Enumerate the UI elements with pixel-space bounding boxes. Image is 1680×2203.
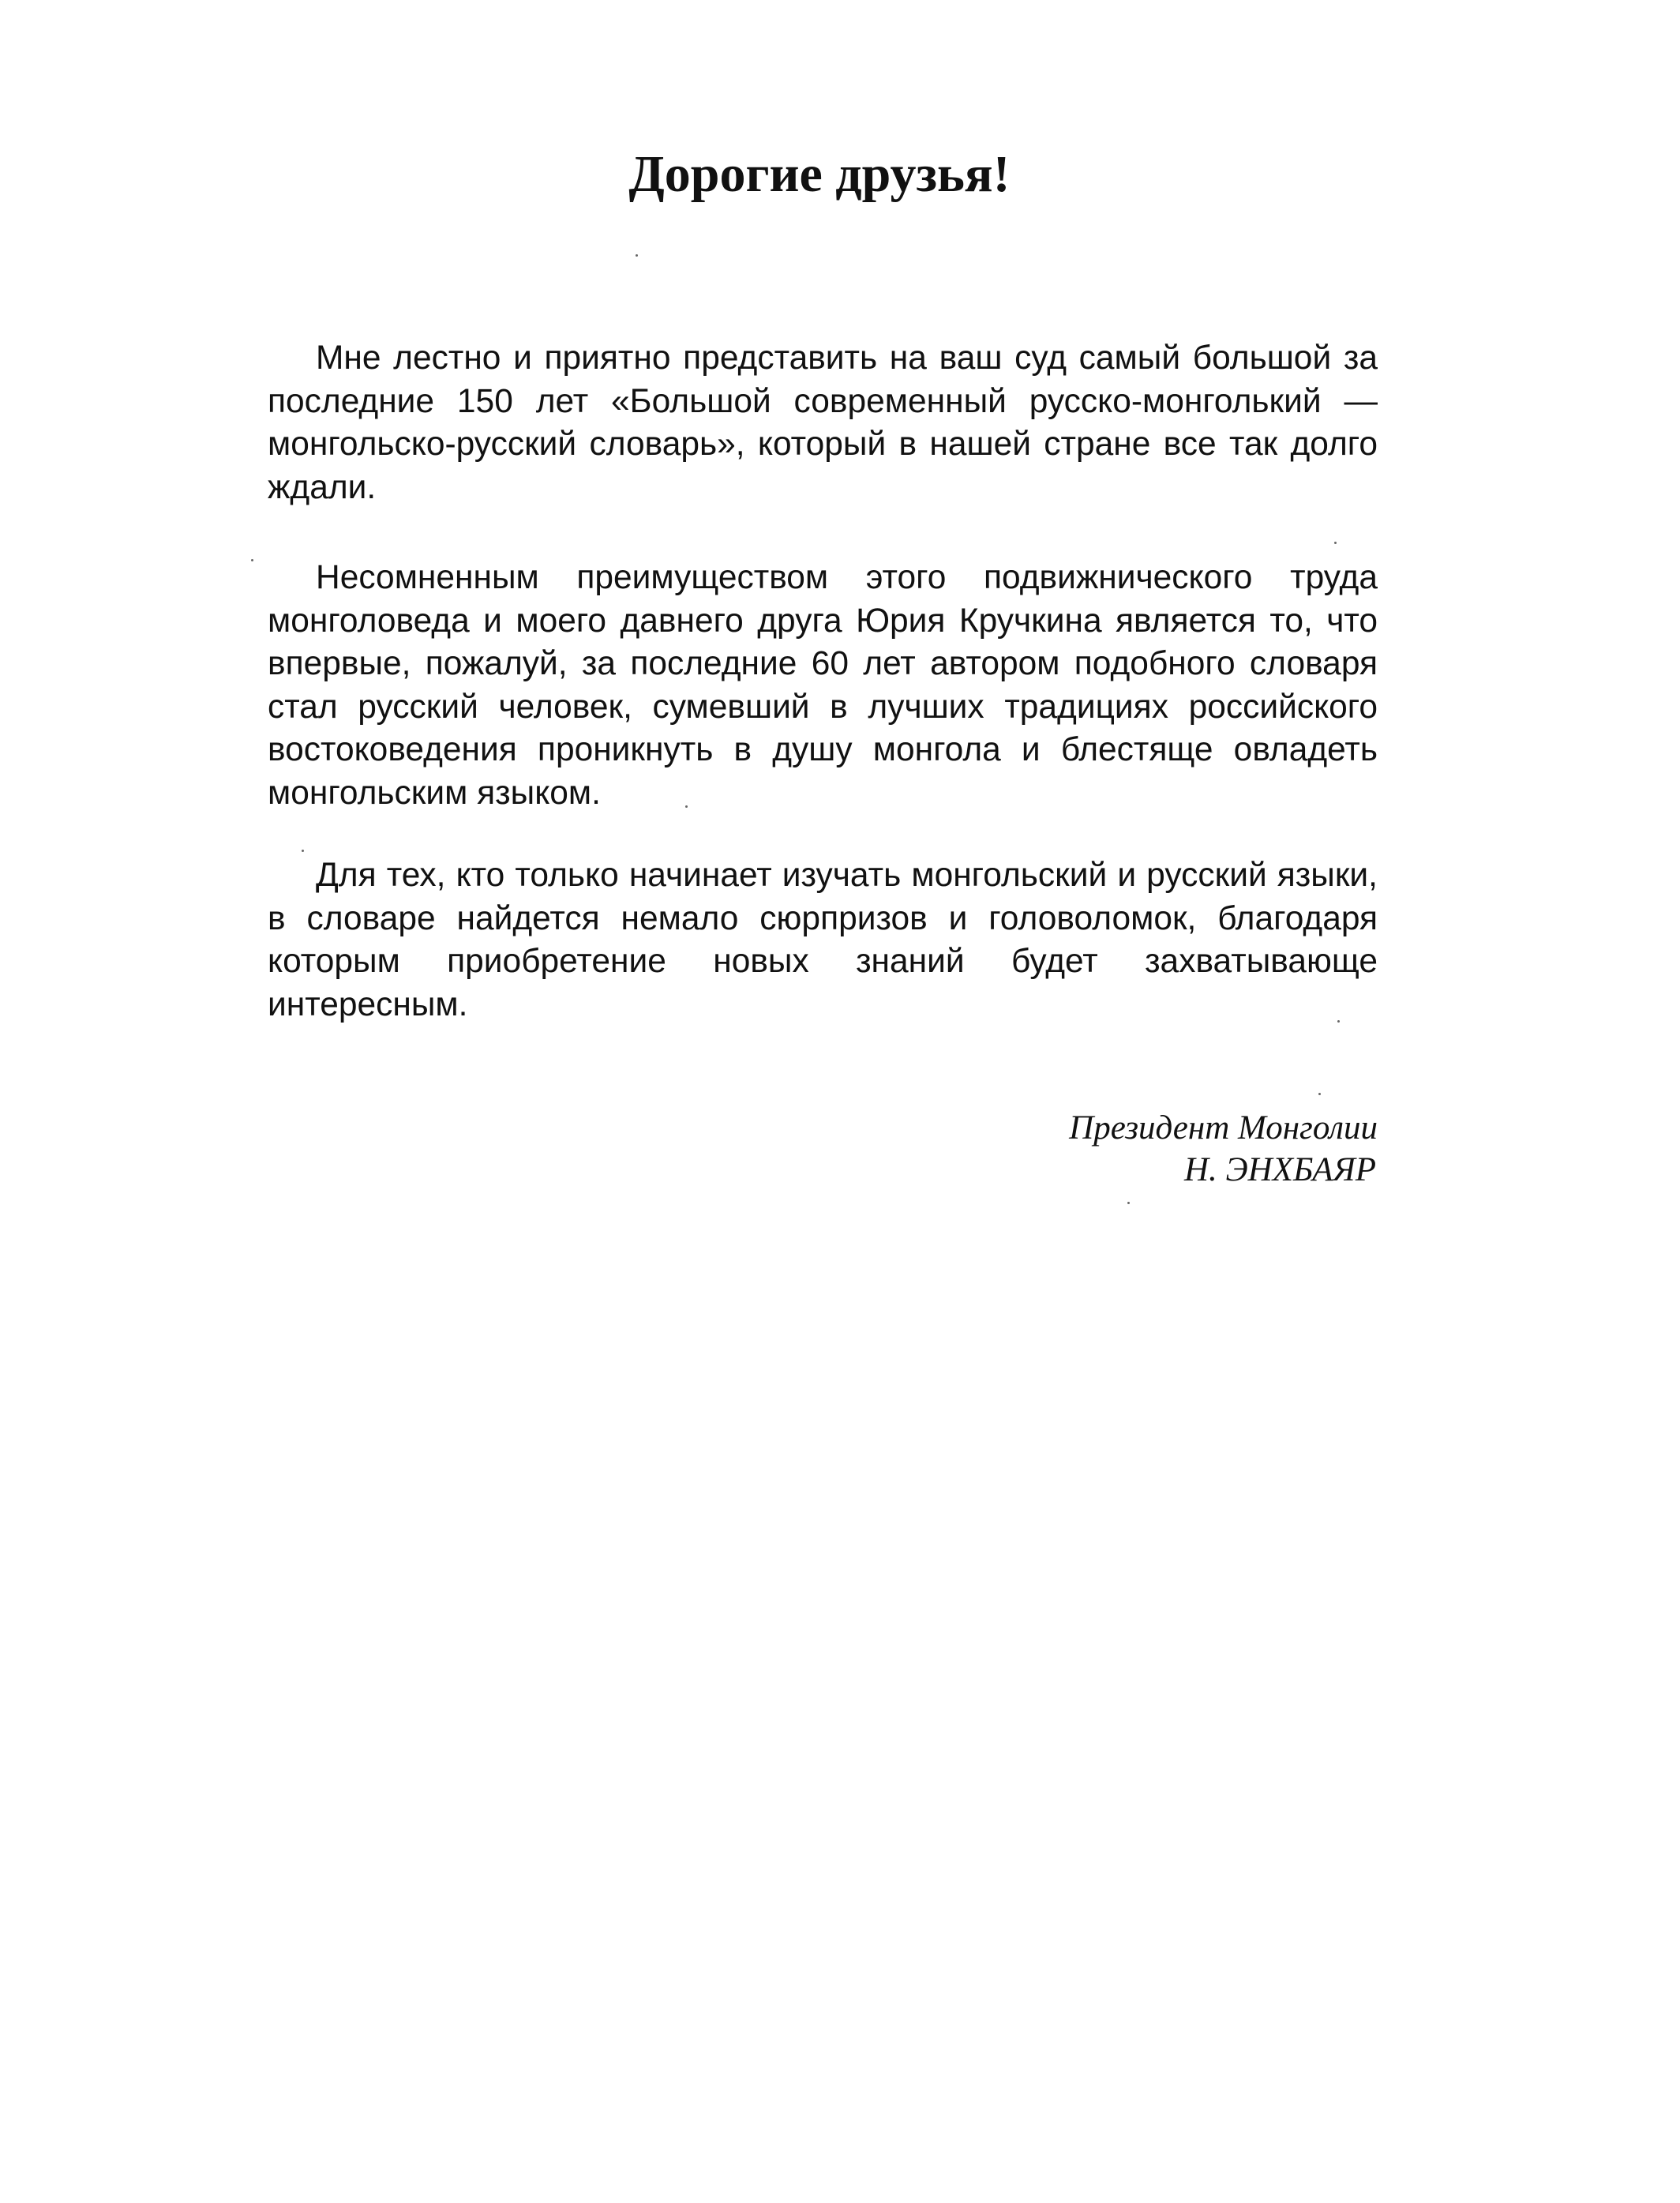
paragraph-1: Мне лестно и приятно представить на ваш суд самый большой за последние 150 лет «Большой современный русско-монголький — монгольско-русский словарь», который в нашей стране все так долго ждали.: [268, 340, 1378, 506]
letter-title: Дорогие друзья!: [628, 145, 1011, 203]
scan-speck: [251, 559, 253, 561]
scan-speck: [1127, 1202, 1130, 1204]
signature-name: Н. ЭНХБАЯР: [1183, 1151, 1376, 1188]
scan-speck: [302, 850, 304, 852]
paragraph-3: Для тех, кто только начинает изучать монгольский и русский языки, в словаре найдется немало сюрпризов и головоломок, благодаря которым приобретение новых знаний будет захватывающе интересным.: [268, 857, 1378, 1023]
signature-position: Президент Монголии: [1069, 1109, 1378, 1147]
signature-block: [868, 1107, 1378, 1191]
scan-speck: [636, 254, 638, 257]
scan-speck: [1337, 1020, 1340, 1023]
scan-speck: [1318, 1093, 1321, 1095]
scan-speck: [685, 805, 688, 808]
scan-speck: [1334, 542, 1337, 544]
paragraph-2: Несомненным преимуществом этого подвижнического труда монголоведа и моего давнего друга Юрия Кручкина является то, что впервые, пожалуй, за последние 60 лет автором подобного словаря стал русский человек, сумевший в лучших традициях российского востоковедения проникнуть в душу монгола и блестяще овладеть монгольским языком.: [268, 559, 1378, 812]
